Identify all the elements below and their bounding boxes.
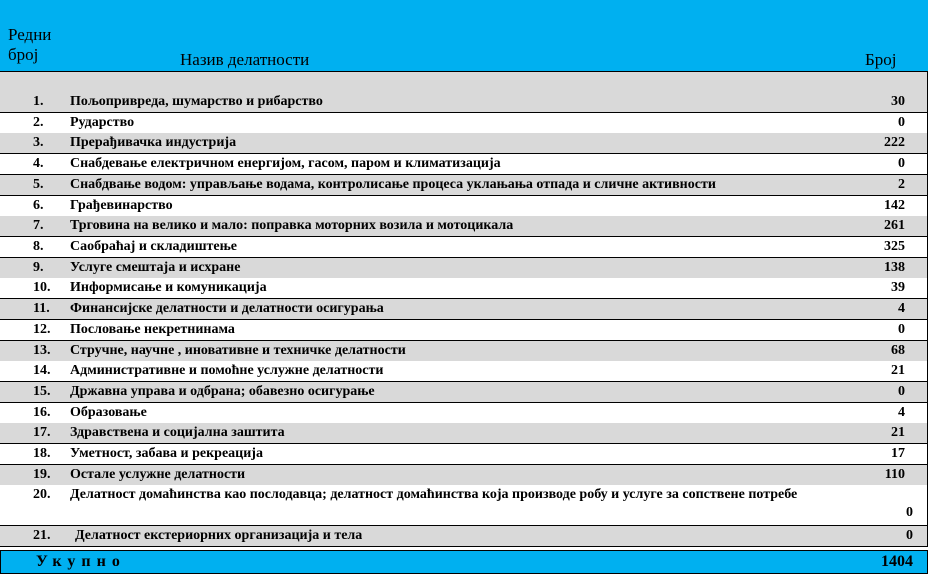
row-number: 11. xyxy=(33,301,50,317)
table-row xyxy=(0,133,928,154)
activity-count: 21 xyxy=(891,363,905,379)
row-number: 19. xyxy=(33,466,51,482)
activity-name: Саобраћај и складиштење xyxy=(70,238,237,254)
activity-name: Снабдевање електричном енергијом, гасом, паром и климатизација xyxy=(70,156,501,172)
table-row xyxy=(0,341,928,362)
table-row xyxy=(0,320,928,341)
row-number: 10. xyxy=(33,280,51,296)
activity-count: 142 xyxy=(884,197,905,213)
row-number: 13. xyxy=(33,342,51,358)
table-row xyxy=(0,237,928,258)
header-row-number xyxy=(8,25,51,65)
row-number: 2. xyxy=(33,114,44,130)
activity-name: Здравствена и социјална заштита xyxy=(70,425,285,441)
header-row-number-line1: Редни xyxy=(8,25,52,44)
activity-name: Прерађивачка индустрија xyxy=(70,135,237,151)
activity-name: Делатност екстериорних организација и тела xyxy=(75,528,363,544)
activity-count: 0 xyxy=(898,114,905,130)
activity-count: 138 xyxy=(884,259,905,275)
row-number: 18. xyxy=(33,446,51,462)
activity-count: 222 xyxy=(884,135,905,151)
activity-name: Остале услужне делатности xyxy=(70,466,246,482)
activity-count: 0 xyxy=(898,321,905,337)
activity-name: Финансијске делатности и делатности осигурања xyxy=(70,301,384,317)
activity-name: Грађевинарство xyxy=(70,197,173,213)
activity-count: 110 xyxy=(884,466,905,482)
row-number: 16. xyxy=(33,404,51,420)
activity-name: Информисање и комуникација xyxy=(70,280,267,296)
activity-count: 21 xyxy=(891,425,905,441)
activity-count: 325 xyxy=(884,238,905,254)
table-row xyxy=(0,423,928,444)
row-number: 12. xyxy=(33,321,51,337)
activity-count: 0 xyxy=(898,383,905,399)
table-row xyxy=(0,299,928,320)
row-number: 17. xyxy=(33,425,51,441)
activity-name: Трговина на велико и мало: поправка моторних возила и мотоцикала xyxy=(70,218,514,234)
activity-count: 0 xyxy=(906,505,913,521)
table-row xyxy=(0,92,928,113)
row-number: 4. xyxy=(33,156,44,172)
activity-name: Делатност домаћинства као послодавца; делатност домаћинства која производе робу и услуге за сопствене потребе xyxy=(70,487,798,503)
activity-name: Услуге смештаја и исхране xyxy=(70,259,241,275)
activity-count: 2 xyxy=(898,176,905,192)
table-row xyxy=(0,444,928,465)
row-number: 14. xyxy=(33,363,51,379)
row-number: 5. xyxy=(33,176,44,192)
activity-name: Рударство xyxy=(70,114,135,130)
activity-name: Уметност, забава и рекреација xyxy=(70,446,263,462)
row-number: 6. xyxy=(33,197,44,213)
total-label: Укупно xyxy=(36,553,126,570)
table-row xyxy=(0,154,928,175)
table-header xyxy=(0,0,928,72)
activity-name: Административне и помоћне услужне делатности xyxy=(70,363,384,379)
activity-count: 39 xyxy=(891,280,905,296)
header-row-number-line2: број xyxy=(8,45,39,64)
activity-count: 68 xyxy=(891,342,905,358)
table-row xyxy=(0,526,928,547)
activity-count: 0 xyxy=(906,528,913,544)
total-value: 1404 xyxy=(881,553,913,570)
activity-name: Пословање некретнинама xyxy=(70,321,235,337)
activity-count: 30 xyxy=(891,94,905,109)
table-row xyxy=(0,485,928,526)
row-number: 7. xyxy=(33,218,44,234)
table-row xyxy=(0,113,928,134)
row-number: 9. xyxy=(33,259,44,275)
activity-name: Образовање xyxy=(70,404,147,420)
total-row xyxy=(0,550,928,574)
row-number: 1. xyxy=(33,94,44,109)
header-count: Број xyxy=(865,50,897,69)
activity-count: 261 xyxy=(884,218,905,234)
table-row xyxy=(0,361,928,382)
activity-name: Стручне, научне , иновативне и техничке делатности xyxy=(70,342,406,358)
table-row xyxy=(0,258,928,279)
table-row xyxy=(0,465,928,486)
activity-count: 0 xyxy=(898,156,905,172)
row-number: 8. xyxy=(33,238,44,254)
activity-name: Пољопривреда, шумарство и рибарство xyxy=(70,94,323,109)
header-spacer xyxy=(0,72,928,92)
row-number: 21. xyxy=(33,528,51,544)
row-number: 20. xyxy=(33,487,51,503)
row-number: 3. xyxy=(33,135,44,151)
activity-count: 17 xyxy=(891,446,905,462)
activity-name: Државна управа и одбрана; обавезно осигурање xyxy=(70,383,375,399)
row-number: 15. xyxy=(33,383,51,399)
header-activity-name: Назив делатности xyxy=(180,50,310,69)
activity-count: 4 xyxy=(898,301,905,317)
table-row xyxy=(0,403,928,424)
table-row xyxy=(0,278,928,299)
table-row xyxy=(0,196,928,217)
table-row xyxy=(0,382,928,403)
activity-name: Снабдвање водом: управљање водама, контролисање процеса уклањања отпада и сличне активности xyxy=(70,176,716,192)
table-row xyxy=(0,175,928,196)
table-row xyxy=(0,216,928,237)
activity-count: 4 xyxy=(898,404,905,420)
